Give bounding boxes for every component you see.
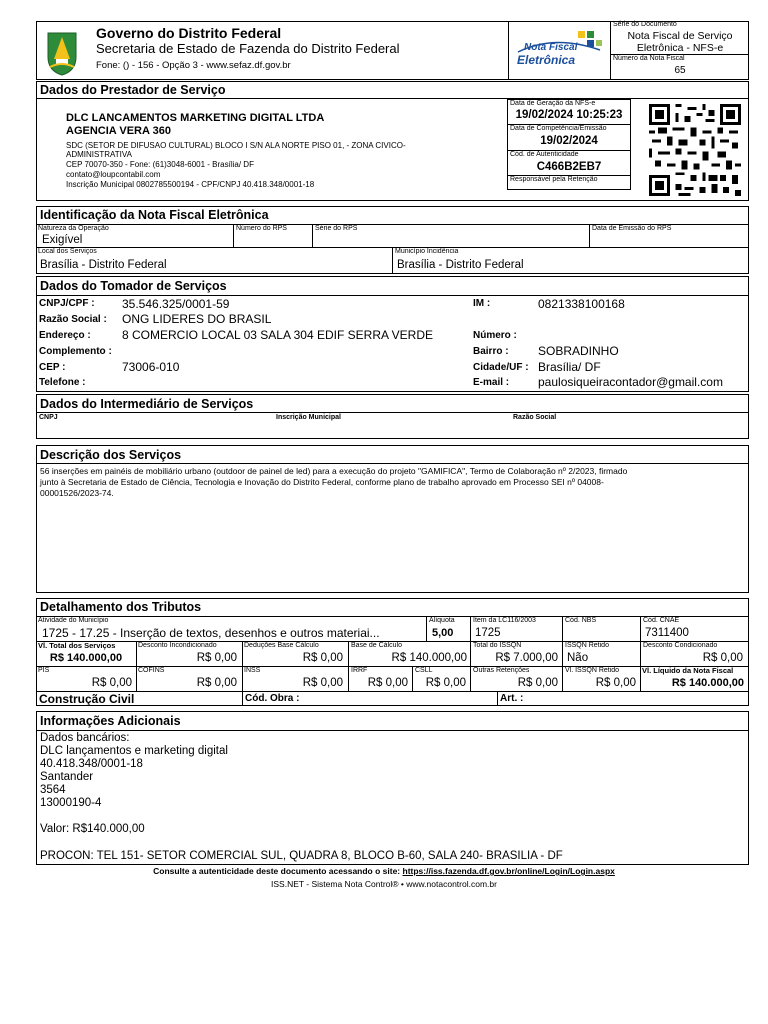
adicionais-l3: 40.418.348/0001-18: [40, 758, 143, 770]
tomador-bairro-value: SOBRADINHO: [538, 344, 619, 358]
tomador-cnpj-value: 35.546.325/0001-59: [122, 297, 230, 311]
tomador-endereco-label: Endereço :: [39, 330, 91, 341]
tomador-razao-value: ONG LIDERES DO BRASIL: [122, 312, 272, 326]
adicionais-l1: Dados bancários:: [40, 732, 130, 744]
csll-label: CSLL: [415, 667, 433, 674]
tomador-cidade-value: Brasília/ DF: [538, 360, 601, 374]
csll-value: R$ 0,00: [425, 677, 466, 689]
local-label: Local dos Serviços: [38, 248, 97, 255]
footer-issnet: ISS.NET - Sistema Nota Control® • www.notacontrol.com.br: [271, 879, 497, 889]
pis-label: PIS: [38, 667, 50, 674]
atividade-label: Atividade do Município: [38, 617, 109, 624]
identificacao-title: Identificação da Nota Fiscal Eletrônica: [40, 208, 269, 222]
base-label: Base de Cálculo: [351, 642, 402, 649]
descricao-line1: 56 inserções em painéis de mobiliário urbano (outdoor de painel de led) para a execução do projeto "GAMIFICA", Termo de Colaboração nº 2/2023, firmado: [40, 466, 628, 476]
liquido-value: R$ 140.000,00: [671, 677, 744, 689]
numero-value: 65: [674, 65, 686, 76]
tomador-endereco-value: 8 COMERCIO LOCAL 03 SALA 304 EDIF SERRA VERDE: [122, 328, 434, 342]
svg-text:Nota Fiscal: Nota Fiscal: [524, 42, 578, 53]
cnae-value: 7311400: [645, 627, 689, 639]
secretaria-title: Secretaria de Estado de Fazenda do Distrito Federal: [96, 41, 400, 56]
descricao-line3: 00001526/2023-74.: [40, 488, 114, 498]
adicionais-l6: 13000190-4: [40, 797, 102, 809]
retencao-label: Responsável pela Retenção: [510, 176, 598, 183]
natureza-label: Natureza da Operação: [38, 225, 109, 232]
rps-num-label: Número do RPS: [236, 225, 287, 232]
tributos-title: Detalhamento dos Tributos: [40, 600, 202, 614]
adicionais-l4: Santander: [40, 771, 94, 783]
tomador-im-value: 0821338100168: [538, 297, 625, 311]
competencia-value: 19/02/2024: [540, 135, 598, 147]
nota-fiscal-eletronica-logo: [514, 28, 606, 72]
competencia-label: Data de Competência/Emissão: [510, 125, 607, 132]
serie-label: Série do Documento: [613, 21, 677, 28]
tomador-razao-label: Razão Social :: [39, 314, 107, 325]
intermediario-cnpj-label: CNPJ: [39, 414, 58, 421]
cofins-value: R$ 0,00: [196, 677, 237, 689]
descricao-title: Descrição dos Serviços: [40, 448, 182, 462]
deducoes-value: R$ 0,00: [302, 652, 343, 664]
autenticidade-label: Cód. de Autenticidade: [510, 151, 579, 158]
aliquota-label: Alíquota: [429, 617, 455, 624]
gov-title: Governo do Distrito Federal: [96, 25, 282, 41]
autenticidade-value: C466B2EB7: [536, 161, 602, 173]
desc-cond-label: Desconto Condicionado: [643, 642, 718, 649]
prestador-addr3: CEP 70070-350 - Fone: (61)3048-6001 - Brasília/ DF: [66, 160, 254, 169]
desc-incond-label: Desconto Incondicionado: [138, 642, 217, 649]
adicionais-l2: DLC lançamentos e marketing digital: [40, 745, 228, 757]
natureza-value: Exigível: [42, 234, 83, 246]
obra-label: Cód. Obra :: [245, 693, 300, 704]
total-issqn-label: Total do ISSQN: [473, 642, 522, 649]
prestador-name1: DLC LANCAMENTOS MARKETING DIGITAL LTDA: [66, 112, 325, 124]
vl-issqn-ret-label: Vl. ISSQN Retido: [565, 667, 620, 674]
adicionais-box: [36, 711, 749, 865]
irrf-label: IRRF: [351, 667, 368, 674]
tomador-cidade-label: Cidade/UF :: [473, 362, 529, 373]
tomador-title: Dados do Tomador de Serviços: [40, 279, 227, 293]
vl-total-label: Vl. Total dos Serviços: [38, 641, 116, 650]
desc-cond-value: R$ 0,00: [702, 652, 743, 664]
nbs-label: Cód. NBS: [565, 617, 597, 624]
fone-line: Fone: () - 156 - Opção 3 - www.sefaz.df.gov.br: [96, 60, 291, 71]
numero-label: Número da Nota Fiscal: [613, 55, 685, 62]
prestador-addr2: ADMINISTRATIVA: [66, 150, 132, 159]
footer-consulte: Consulte a autenticidade deste documento acessando o site:: [153, 866, 401, 876]
tomador-complemento-label: Complemento :: [39, 346, 112, 357]
tomador-numero-label: Número :: [473, 330, 517, 341]
aliquota-value: 5,00: [432, 627, 454, 639]
adicionais-l7: Valor: R$140.000,00: [40, 823, 145, 835]
prestador-addr5: Inscrição Municipal 0802785500194 - CPF/CNPJ 40.418.348/0001-18: [66, 180, 315, 189]
adicionais-l8: PROCON: TEL 151- SETOR COMERCIAL SUL, QUADRA 8, BLOCO B-60, SALA 240- BRASILIA - DF: [40, 850, 563, 862]
liquido-label: Vl. Líquido da Nota Fiscal: [642, 666, 734, 675]
rps-serie-label: Série do RPS: [315, 225, 358, 232]
total-issqn-value: R$ 7.000,00: [495, 652, 558, 664]
adicionais-title: Informações Adicionais: [40, 714, 181, 728]
local-value: Brasília - Distrito Federal: [40, 259, 167, 271]
serie-value-1: Nota Fiscal de Serviço: [627, 30, 733, 42]
desc-incond-value: R$ 0,00: [196, 652, 237, 664]
cofins-label: COFINS: [138, 667, 165, 674]
prestador-addr4: contato@loupcontabil.com: [66, 170, 161, 179]
deducoes-label: Deduções Base Cálculo: [244, 642, 319, 649]
cnae-label: Cód. CNAE: [643, 617, 680, 624]
qr-code-icon: [648, 104, 742, 196]
intermediario-im-label: Inscrição Municipal: [276, 414, 341, 421]
descricao-line2: junto à Secretaria de Estado de Ciência, Tecnologia e Inovação do Distrito Federal, conforme plano de trabalho aprovado em Processo SEI nº 04008-: [40, 477, 604, 487]
municipio-value: Brasília - Distrito Federal: [397, 259, 524, 271]
prestador-title: Dados do Prestador de Serviço: [40, 83, 226, 97]
municipio-label: Município Incidência: [395, 248, 459, 255]
inss-label: INSS: [244, 667, 261, 674]
tomador-cep-label: CEP :: [39, 362, 66, 373]
adicionais-l5: 3564: [40, 784, 66, 796]
irrf-value: R$ 0,00: [367, 677, 408, 689]
tomador-email-value: paulosiqueiracontador@gmail.com: [538, 375, 723, 389]
vl-total-value: R$ 140.000,00: [49, 652, 123, 664]
prestador-addr1: SDC (SETOR DE DIFUSAO CULTURAL) BLOCO I S/N ALA NORTE PISO 01, - ZONA CIVICO-: [66, 141, 406, 150]
vl-issqn-ret-value: R$ 0,00: [595, 677, 636, 689]
outras-value: R$ 0,00: [517, 677, 558, 689]
intermediario-title: Dados do Intermediário de Serviços: [40, 397, 254, 411]
footer-consulte-line: [0, 866, 768, 876]
svg-text:Eletrônica: Eletrônica: [517, 53, 576, 67]
art-label: Art. :: [500, 693, 524, 704]
geracao-value: 19/02/2024 10:25:23: [515, 109, 623, 121]
inss-value: R$ 0,00: [302, 677, 343, 689]
tomador-email-label: E-mail :: [473, 377, 510, 388]
outras-label: Outras Retenções: [473, 667, 530, 674]
tomador-telefone-label: Telefone :: [39, 377, 86, 388]
base-value: R$ 140.000,00: [391, 652, 467, 664]
footer-link[interactable]: https://iss.fazenda.df.gov.br/online/Login/Login.aspx: [402, 866, 615, 876]
pis-value: R$ 0,00: [91, 677, 132, 689]
construcao-label: Construção Civil: [39, 692, 135, 706]
item-value: 1725: [475, 627, 501, 639]
issqn-retido-value: Não: [567, 652, 589, 664]
item-label: Item da LC116/2003: [473, 617, 536, 624]
tomador-bairro-label: Bairro :: [473, 346, 509, 357]
geracao-label: Data de Geração da NFS-e: [510, 100, 596, 107]
df-coat-of-arms-icon: [44, 27, 80, 77]
atividade-value: 1725 - 17.25 - Inserção de textos, desenhos e outros materiai...: [42, 626, 380, 640]
tomador-im-label: IM :: [473, 298, 491, 309]
tomador-cnpj-label: CNPJ/CPF :: [39, 298, 95, 309]
intermediario-razao-label: Razão Social: [513, 414, 557, 421]
prestador-name2: AGENCIA VERA 360: [66, 125, 171, 137]
rps-data-label: Data de Emissão do RPS: [592, 225, 672, 232]
tomador-cep-value: 73006-010: [122, 360, 180, 374]
issqn-retido-label: ISSQN Retido: [565, 642, 609, 649]
serie-value-2: Eletrônica - NFS-e: [636, 42, 724, 54]
